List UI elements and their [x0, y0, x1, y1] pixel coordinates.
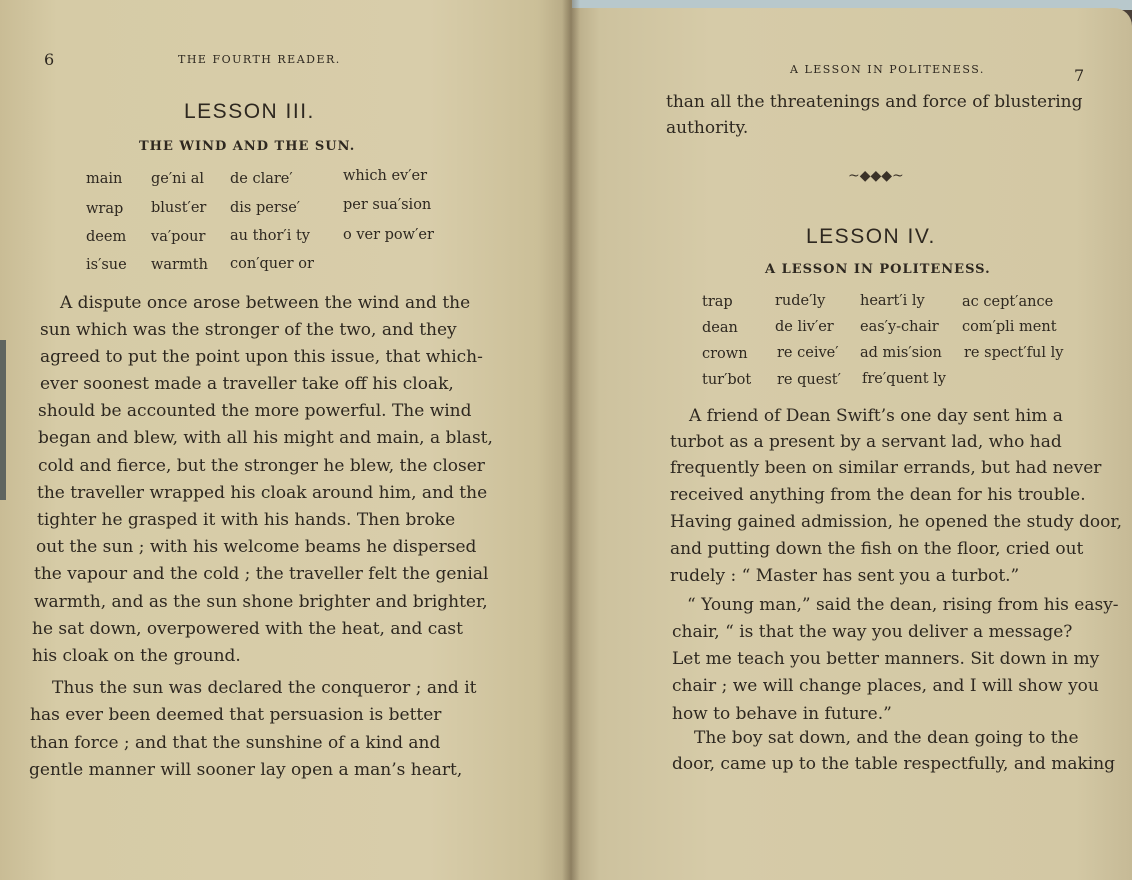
running-head-left: THE FOURTH READER. [178, 53, 341, 66]
text-line: and putting down the fish on the floor, cried out [670, 539, 1084, 559]
text-line: “ Young man,” said the dean, rising from his easy- [687, 595, 1119, 615]
text-line: how to behave in future.” [672, 704, 892, 724]
vocab-word: re ceive′ [777, 345, 839, 361]
text-line: A dispute once arose between the wind and the [60, 293, 471, 313]
text-line: sun which was the stronger of the two, and they [40, 320, 457, 340]
vocab-word: au thor′i ty [230, 228, 310, 244]
lesson-subtitle-iv: A LESSON IN POLITENESS. [765, 262, 991, 277]
vocab-word: fre′quent ly [862, 371, 946, 387]
page-number-right: 7 [1074, 66, 1085, 85]
text-line: chair ; we will change places, and I will show you [672, 676, 1099, 696]
vocab-word: va′pour [151, 229, 206, 245]
text-line: agreed to put the point upon this issue, that which- [40, 347, 483, 367]
text-line: door, came up to the table respectfully, and making [672, 754, 1116, 774]
text-line: Having gained admission, he opened the study door, [670, 512, 1122, 532]
text-line: the traveller wrapped his cloak around him, and the [37, 483, 488, 503]
text-line: than all the threatenings and force of blustering [666, 92, 1083, 112]
right-page [572, 8, 1132, 880]
text-line: The boy sat down, and the dean going to the [694, 728, 1079, 748]
text-line: gentle manner will sooner lay open a man’s heart, [29, 760, 463, 780]
book-cover-edge [0, 340, 6, 500]
vocab-word: tur′bot [702, 372, 752, 388]
vocab-word: eas′y-chair [860, 319, 939, 335]
vocab-word: dis perse′ [230, 200, 301, 216]
text-line: Let me teach you better manners. Sit down in my [672, 649, 1100, 669]
text-line: chair, “ is that the way you deliver a message? [672, 622, 1073, 642]
vocab-word: dean [702, 320, 738, 336]
vocab-word: is′sue [86, 257, 127, 273]
section-ornament: ~◆◆◆~ [848, 168, 904, 184]
vocab-word: deem [86, 229, 127, 245]
text-line: cold and fierce, but the stronger he blew, the closer [38, 456, 485, 476]
text-line: began and blew, with all his might and main, a blast, [38, 428, 493, 448]
text-line: turbot as a present by a servant lad, who had [670, 432, 1062, 452]
lesson-subtitle-iii: THE WIND AND THE SUN. [139, 139, 356, 154]
page-number-left: 6 [44, 50, 55, 69]
text-line: than force ; and that the sunshine of a kind and [30, 733, 441, 753]
vocab-word: per sua′sion [343, 197, 432, 213]
text-line: warmth, and as the sun shone brighter and brighter, [34, 592, 488, 612]
vocab-word: trap [702, 294, 733, 310]
vocab-word: warmth [151, 257, 208, 273]
text-line: A friend of Dean Swift’s one day sent him a [689, 406, 1063, 426]
vocab-word: de liv′er [775, 319, 834, 335]
text-line: the vapour and the cold ; the traveller felt the genial [34, 564, 489, 584]
text-line: authority. [666, 118, 749, 138]
text-line: rudely : “ Master has sent you a turbot.” [670, 566, 1020, 586]
vocab-word: main [86, 171, 123, 187]
text-line: ever soonest made a traveller take off his cloak, [40, 374, 454, 394]
vocab-word: ac cept′ance [962, 294, 1054, 310]
lesson-title-iii: LESSON III. [184, 100, 315, 123]
vocab-word: blust′er [151, 200, 207, 216]
vocab-word: re quest′ [777, 372, 841, 388]
vocab-word: wrap [86, 201, 124, 217]
text-line: out the sun ; with his welcome beams he dispersed [36, 537, 477, 557]
vocab-word: de clare′ [230, 171, 293, 187]
vocab-word: heart′i ly [860, 293, 925, 309]
vocab-word: rude′ly [775, 293, 826, 309]
text-line: has ever been deemed that persuasion is better [30, 705, 442, 725]
lesson-title-iv: LESSON IV. [806, 225, 936, 248]
vocab-word: con′quer or [230, 256, 314, 272]
text-line: tighter he grasped it with his hands. Then broke [37, 510, 456, 530]
text-line: received anything from the dean for his trouble. [670, 485, 1086, 505]
vocab-word: crown [702, 346, 748, 362]
text-line: should be accounted the more powerful. The wind [38, 401, 472, 421]
vocab-word: re spect′ful ly [964, 345, 1064, 361]
text-line: his cloak on the ground. [32, 646, 241, 666]
vocab-word: ad mis′sion [860, 345, 942, 361]
text-line: Thus the sun was declared the conqueror ; and it [52, 678, 477, 698]
vocab-word: o ver pow′er [343, 227, 434, 243]
text-line: he sat down, overpowered with the heat, and cast [32, 619, 463, 639]
vocab-word: com′pli ment [962, 319, 1057, 335]
vocab-word: which ev′er [343, 168, 428, 184]
text-line: frequently been on similar errands, but had never [670, 458, 1102, 478]
vocab-word: ge′ni al [151, 171, 205, 187]
running-head-right: A LESSON IN POLITENESS. [790, 63, 985, 76]
